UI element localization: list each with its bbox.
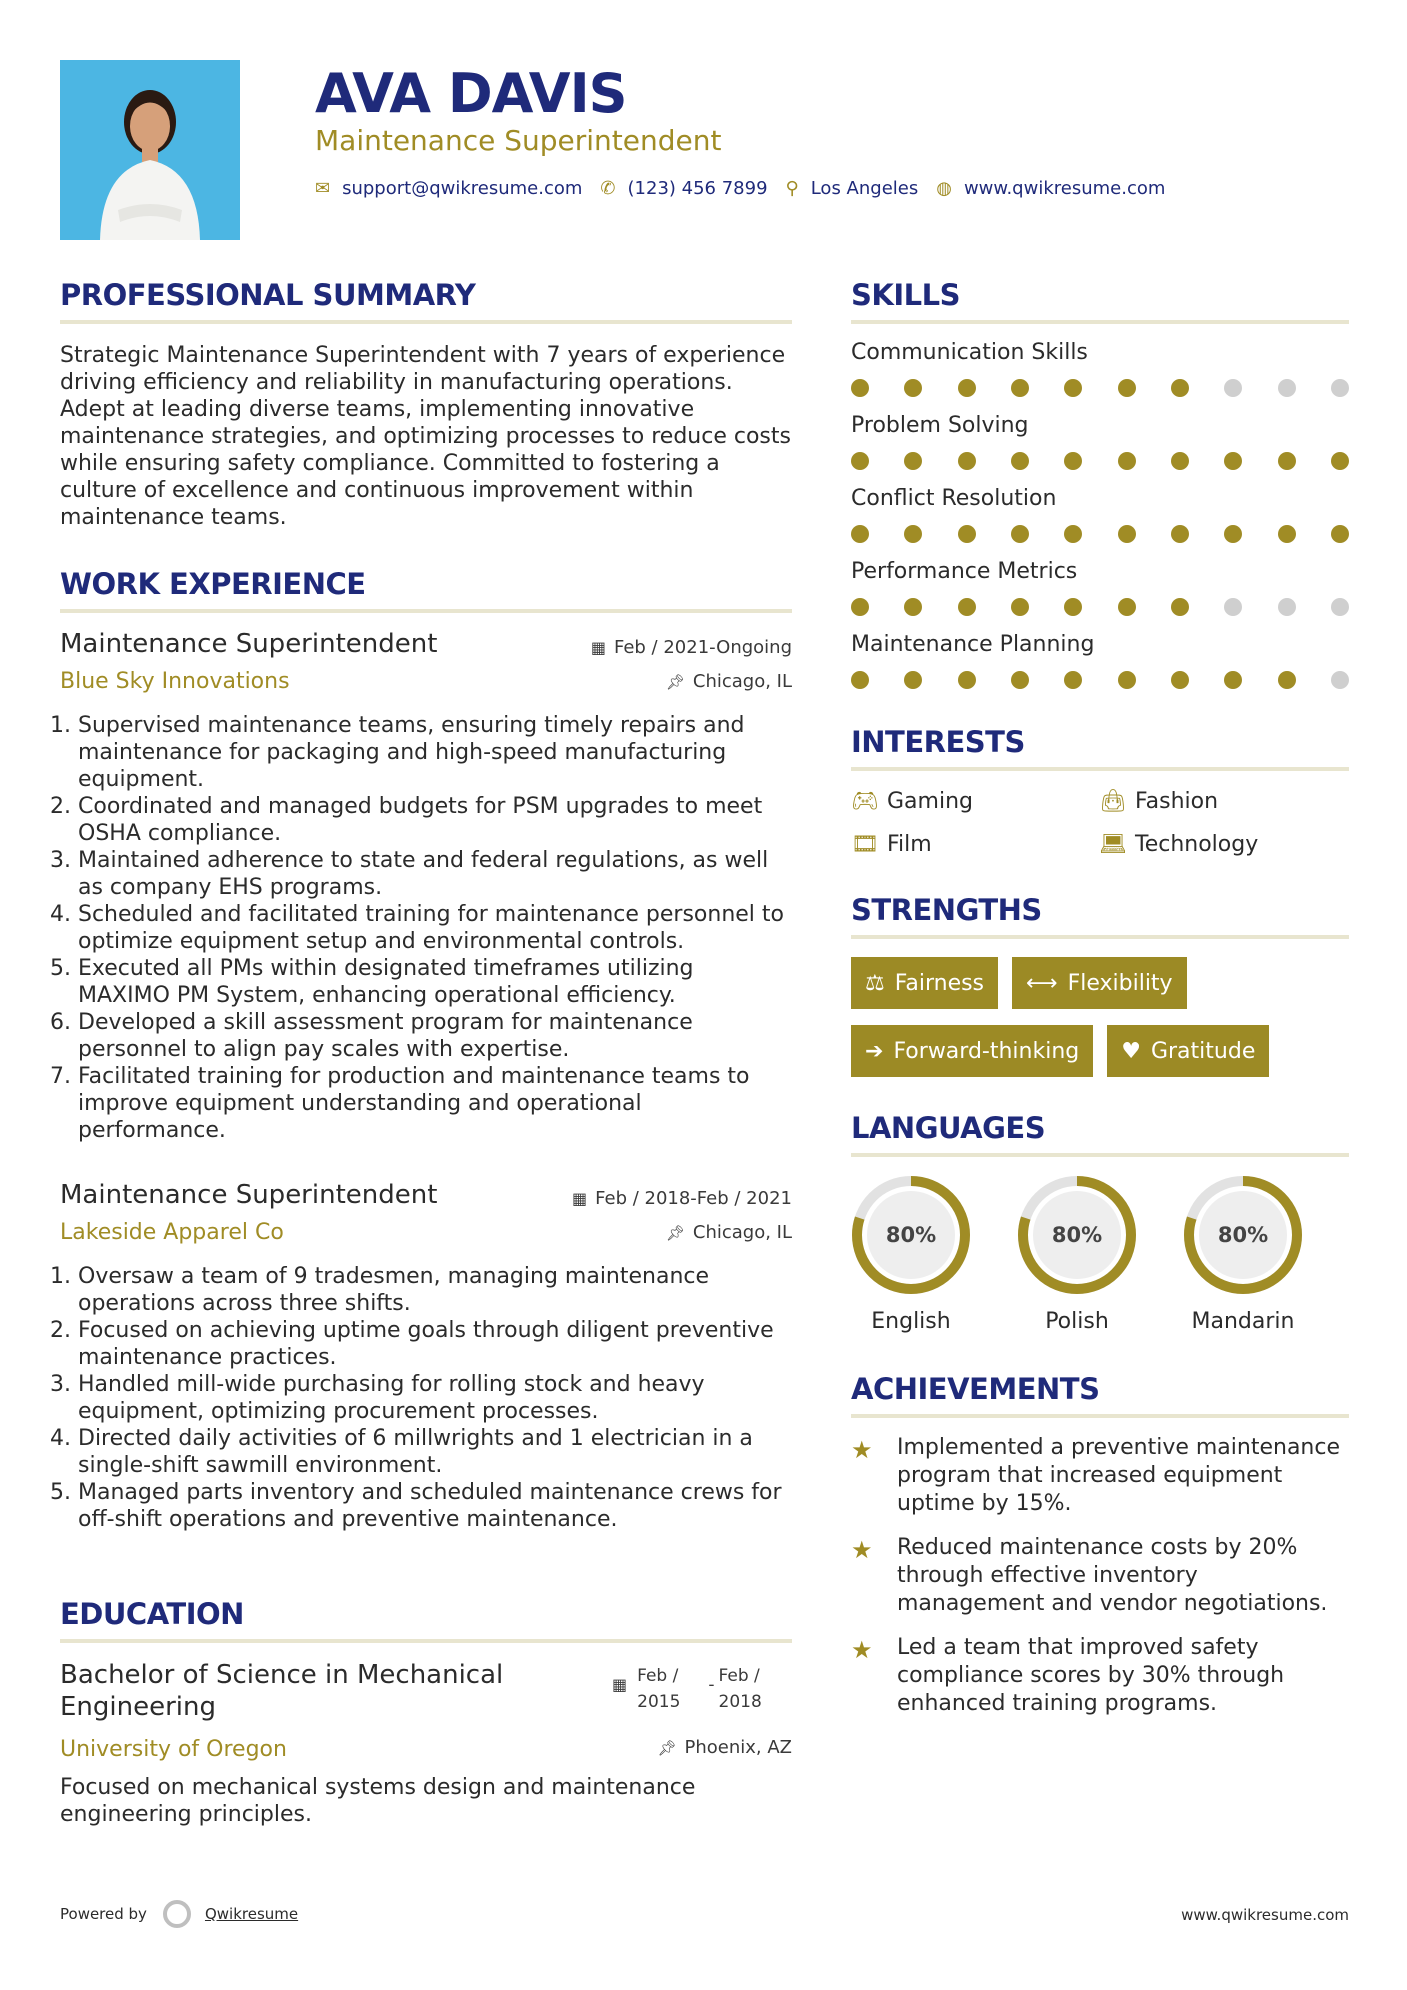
rating-dot-filled	[1171, 671, 1189, 689]
achievement-item	[851, 1434, 1349, 1518]
rating-dot-filled	[851, 452, 869, 470]
section-divider	[851, 935, 1349, 939]
footer-url[interactable]: www.qwikresume.com	[1181, 1906, 1349, 1924]
pin-icon: 📌︎	[665, 1223, 685, 1242]
duty-item: 3. Handled mill-wide purchasing for rolling stock and heavy equipment, optimizing procurement processes.	[78, 1371, 792, 1425]
rating-dot-filled	[1171, 452, 1189, 470]
skills-list	[851, 340, 1349, 689]
contact-website[interactable]	[936, 178, 1165, 199]
skill-item	[851, 632, 1349, 689]
rating-dot-filled	[958, 379, 976, 397]
rating-dot-filled	[958, 525, 976, 543]
phone-text: (123) 456 7899	[627, 178, 768, 199]
laptop-icon: 💻︎	[1099, 832, 1127, 857]
duties-list	[60, 1263, 792, 1533]
duty-item: 5. Executed all PMs within designated timeframes utilizing MAXIMO PM System, enhancing operational efficiency.	[78, 955, 792, 1009]
language-percent: 80%	[1217, 1223, 1269, 1247]
map-marker-icon: ⚲	[785, 178, 799, 199]
location-text: Los Angeles	[810, 178, 919, 199]
rating-dot-empty	[1224, 598, 1242, 616]
rating-dot-filled	[1064, 671, 1082, 689]
summary-section	[60, 278, 792, 531]
interests-section	[851, 725, 1349, 857]
rating-dot-filled	[904, 671, 922, 689]
duties-list	[60, 712, 792, 1144]
skill-rating	[851, 671, 1349, 689]
right-column	[851, 278, 1349, 1718]
languages-list	[851, 1175, 1349, 1334]
section-divider	[851, 767, 1349, 771]
section-divider	[60, 320, 792, 324]
skill-name: Performance Metrics	[851, 559, 1078, 584]
left-column	[60, 278, 792, 1828]
rating-dot-filled	[1331, 525, 1349, 543]
summary-heading: PROFESSIONAL SUMMARY	[60, 278, 476, 312]
rating-dot-filled	[1118, 598, 1136, 616]
languages-section	[851, 1111, 1349, 1334]
rating-dot-filled	[1064, 452, 1082, 470]
language-item	[1017, 1175, 1183, 1334]
skill-rating	[851, 452, 1349, 470]
interest-label: Gaming	[887, 789, 973, 814]
company-name: Lakeside Apparel Co	[60, 1220, 284, 1245]
strengths-list	[851, 957, 1349, 1093]
rating-dot-filled	[1118, 671, 1136, 689]
envelope-icon: ✉	[315, 178, 331, 199]
duty-item: 4. Directed daily activities of 6 millwrights and 1 electrician in a single-shift sawmill environment.	[78, 1425, 792, 1479]
experience-section	[60, 567, 792, 1533]
date-separator: -	[708, 1675, 715, 1695]
duty-item: 6. Developed a skill assessment program for maintenance personnel to align pay scales with expertise.	[78, 1009, 792, 1063]
skill-rating	[851, 525, 1349, 543]
star-icon: ★	[851, 1536, 873, 1564]
job-title: Maintenance Superintendent	[60, 629, 438, 659]
interests-grid	[851, 789, 1349, 857]
rating-dot-filled	[904, 525, 922, 543]
star-icon: ★	[851, 1636, 873, 1664]
end-year: 2018	[718, 1692, 762, 1712]
rating-dot-filled	[1278, 525, 1296, 543]
end-month: Feb /	[718, 1666, 760, 1686]
section-divider	[851, 1414, 1349, 1418]
skill-name: Conflict Resolution	[851, 486, 1057, 511]
rating-dot-filled	[1224, 671, 1242, 689]
duty-item: 4. Scheduled and facilitated training for maintenance personnel to optimize equipment setup and environmental controls.	[78, 901, 792, 955]
achievements-heading: ACHIEVEMENTS	[851, 1372, 1100, 1406]
powered-by-text: Powered by	[60, 1905, 147, 1923]
rating-dot-empty	[1278, 379, 1296, 397]
skill-rating	[851, 379, 1349, 397]
interest-label: Technology	[1135, 832, 1259, 857]
rating-dot-filled	[958, 598, 976, 616]
languages-heading: LANGUAGES	[851, 1111, 1046, 1145]
section-divider	[851, 320, 1349, 324]
language-name: English	[871, 1309, 951, 1334]
rating-dot-filled	[1118, 452, 1136, 470]
interest-label: Fashion	[1135, 789, 1219, 814]
rating-dot-empty	[1331, 671, 1349, 689]
pin-icon: 📌︎	[657, 1738, 677, 1757]
education-date	[612, 1663, 762, 1715]
skill-item	[851, 413, 1349, 470]
calendar-icon: ▦	[612, 1675, 628, 1694]
education-entry	[60, 1659, 792, 1828]
contact-phone[interactable]	[600, 178, 767, 199]
strength-label: Flexibility	[1067, 970, 1173, 996]
interests-heading: INTERESTS	[851, 725, 1025, 759]
language-percent: 80%	[1051, 1223, 1103, 1247]
skill-item	[851, 340, 1349, 397]
rating-dot-filled	[1171, 379, 1189, 397]
rating-dot-filled	[1331, 452, 1349, 470]
rating-dot-filled	[1064, 379, 1082, 397]
skills-section	[851, 278, 1349, 689]
rating-dot-filled	[1011, 452, 1029, 470]
skill-name: Maintenance Planning	[851, 632, 1095, 657]
strength-label: Forward-thinking	[893, 1038, 1080, 1064]
achievement-item	[851, 1534, 1349, 1618]
duty-item: 7. Facilitated training for production and maintenance teams to improve equipment understanding and operational performance.	[78, 1063, 792, 1144]
skill-item	[851, 486, 1349, 543]
summary-text: Strategic Maintenance Superintendent with 7 years of experience driving efficiency and reliability in manufacturing operations. Adept at leading diverse teams, implementing innovative maintenance strategies, and optimizing processes to reduce costs while ensuring safety compliance. Committed to fostering a culture of excellence and continuous improvement within maintenance teams.	[60, 343, 791, 530]
language-item	[1183, 1175, 1349, 1334]
duty-item: 2. Focused on achieving uptime goals through diligent preventive maintenance practices.	[78, 1317, 792, 1371]
language-progress-ring	[1017, 1175, 1137, 1295]
calendar-icon: ▦	[572, 1189, 588, 1208]
achievement-text: Led a team that improved safety compliance scores by 30% through enhanced training programs.	[897, 1635, 1285, 1716]
achievement-item	[851, 1634, 1349, 1718]
shopping-bag-icon: 👜︎	[1099, 789, 1127, 814]
rating-dot-filled	[958, 671, 976, 689]
rating-dot-filled	[1224, 452, 1242, 470]
company-name: Blue Sky Innovations	[60, 669, 290, 694]
duty-item: 1. Oversaw a team of 9 tradesmen, managing maintenance operations across three shifts.	[78, 1263, 792, 1317]
rating-dot-filled	[1118, 525, 1136, 543]
job-location-text: Chicago, IL	[692, 671, 792, 692]
language-progress-ring	[1183, 1175, 1303, 1295]
interest-item	[1099, 832, 1349, 857]
job-date-text: Feb / 2021-Ongoing	[613, 637, 792, 658]
pin-icon: 📌︎	[665, 672, 685, 691]
rating-dot-filled	[1064, 598, 1082, 616]
language-name: Mandarin	[1191, 1309, 1295, 1334]
achievements-list	[851, 1434, 1349, 1718]
achievement-text: Reduced maintenance costs by 20% through effective inventory management and vendor negotiations.	[897, 1535, 1328, 1616]
website-text: www.qwikresume.com	[963, 178, 1166, 199]
section-divider	[60, 1639, 792, 1643]
start-year: 2015	[637, 1692, 681, 1712]
contact-location	[786, 178, 919, 199]
section-divider	[60, 609, 792, 613]
rating-dot-filled	[851, 671, 869, 689]
strength-badge	[1107, 1025, 1269, 1077]
language-percent: 80%	[885, 1223, 937, 1247]
footer-powered-by	[60, 1900, 298, 1928]
school-name: University of Oregon	[60, 1737, 287, 1762]
rating-dot-filled	[1011, 525, 1029, 543]
education-section	[60, 1597, 792, 1828]
experience-heading: WORK EXPERIENCE	[60, 567, 366, 601]
duty-item: 2. Coordinated and managed budgets for PSM upgrades to meet OSHA compliance.	[78, 793, 792, 847]
job-location	[666, 1222, 792, 1243]
brand-link[interactable]: Qwikresume	[204, 1905, 299, 1923]
strengths-section	[851, 893, 1349, 1093]
job-location-text: Chicago, IL	[692, 1222, 792, 1243]
contact-email[interactable]	[315, 178, 582, 199]
duty-item: 5. Managed parts inventory and scheduled maintenance crews for off-shift operations and preventive maintenance.	[78, 1479, 792, 1533]
arrows-horizontal-icon: ⟷	[1026, 970, 1058, 996]
rating-dot-filled	[1011, 379, 1029, 397]
job-title: Maintenance Superintendent	[60, 1180, 438, 1210]
language-progress-ring	[851, 1175, 971, 1295]
rating-dot-filled	[1118, 379, 1136, 397]
rating-dot-filled	[904, 379, 922, 397]
rating-dot-filled	[851, 525, 869, 543]
achievement-text: Implemented a preventive maintenance program that increased equipment uptime by 15%.	[897, 1435, 1341, 1516]
rating-dot-filled	[904, 452, 922, 470]
duty-item: 3. Maintained adherence to state and federal regulations, as well as company EHS programs.	[78, 847, 792, 901]
skill-name: Communication Skills	[851, 340, 1088, 365]
rating-dot-filled	[1171, 525, 1189, 543]
rating-dot-empty	[1278, 598, 1296, 616]
interest-item	[851, 789, 1099, 814]
education-description: Focused on mechanical systems design and maintenance engineering principles.	[60, 1775, 696, 1827]
candidate-role: Maintenance Superintendent	[315, 124, 722, 157]
rating-dot-filled	[851, 598, 869, 616]
rating-dot-filled	[1278, 671, 1296, 689]
star-icon: ★	[851, 1436, 873, 1464]
achievements-section	[851, 1372, 1349, 1718]
duty-item: 1. Supervised maintenance teams, ensuring timely repairs and maintenance for packaging and high-speed manufacturing equipment.	[78, 712, 792, 793]
job-date	[572, 1188, 792, 1209]
strength-badge	[851, 957, 998, 1009]
skill-rating	[851, 598, 1349, 616]
education-location	[657, 1737, 792, 1758]
rating-dot-filled	[851, 379, 869, 397]
rating-dot-filled	[1064, 525, 1082, 543]
section-divider	[851, 1153, 1349, 1157]
job-entry	[60, 629, 792, 1144]
rating-dot-empty	[1331, 379, 1349, 397]
interest-label: Film	[887, 832, 932, 857]
job-date-text: Feb / 2018-Feb / 2021	[595, 1188, 792, 1209]
job-location	[666, 671, 792, 692]
skill-item	[851, 559, 1349, 616]
skill-name: Problem Solving	[851, 413, 1029, 438]
rating-dot-filled	[1224, 525, 1242, 543]
profile-photo	[60, 60, 240, 240]
start-month: Feb /	[637, 1666, 679, 1686]
phone-icon: ✆	[600, 178, 616, 199]
strength-badge	[851, 1025, 1093, 1077]
qwikresume-logo-icon	[163, 1900, 191, 1928]
job-entry	[60, 1180, 792, 1533]
strength-badge	[1012, 957, 1187, 1009]
globe-icon: ◍	[936, 178, 952, 199]
rating-dot-filled	[1171, 598, 1189, 616]
rating-dot-empty	[1331, 598, 1349, 616]
language-item	[851, 1175, 1017, 1334]
degree-title: Bachelor of Science in Mechanical Engineering	[60, 1660, 504, 1722]
language-name: Polish	[1045, 1309, 1109, 1334]
balance-scale-icon: ⚖	[865, 970, 885, 996]
education-heading: EDUCATION	[60, 1597, 244, 1631]
contact-bar	[315, 178, 1183, 199]
rating-dot-filled	[1011, 671, 1029, 689]
interest-item	[851, 832, 1099, 857]
education-location-text: Phoenix, AZ	[684, 1737, 792, 1758]
rating-dot-filled	[1278, 452, 1296, 470]
candidate-name: AVA DAVIS	[315, 62, 627, 125]
strength-label: Gratitude	[1150, 1038, 1256, 1064]
job-date	[591, 637, 792, 658]
strengths-heading: STRENGTHS	[851, 893, 1042, 927]
calendar-icon: ▦	[590, 638, 606, 657]
email-text: support@qwikresume.com	[342, 178, 583, 199]
strength-label: Fairness	[894, 970, 985, 996]
gamepad-icon: 🎮︎	[851, 789, 879, 814]
film-icon: 🎞︎	[851, 832, 879, 857]
rating-dot-filled	[1011, 598, 1029, 616]
rating-dot-empty	[1224, 379, 1242, 397]
interest-item	[1099, 789, 1349, 814]
rating-dot-filled	[958, 452, 976, 470]
skills-heading: SKILLS	[851, 278, 960, 312]
arrow-right-icon: ➔	[865, 1038, 884, 1064]
heart-icon: ♥	[1121, 1038, 1141, 1064]
rating-dot-filled	[904, 598, 922, 616]
